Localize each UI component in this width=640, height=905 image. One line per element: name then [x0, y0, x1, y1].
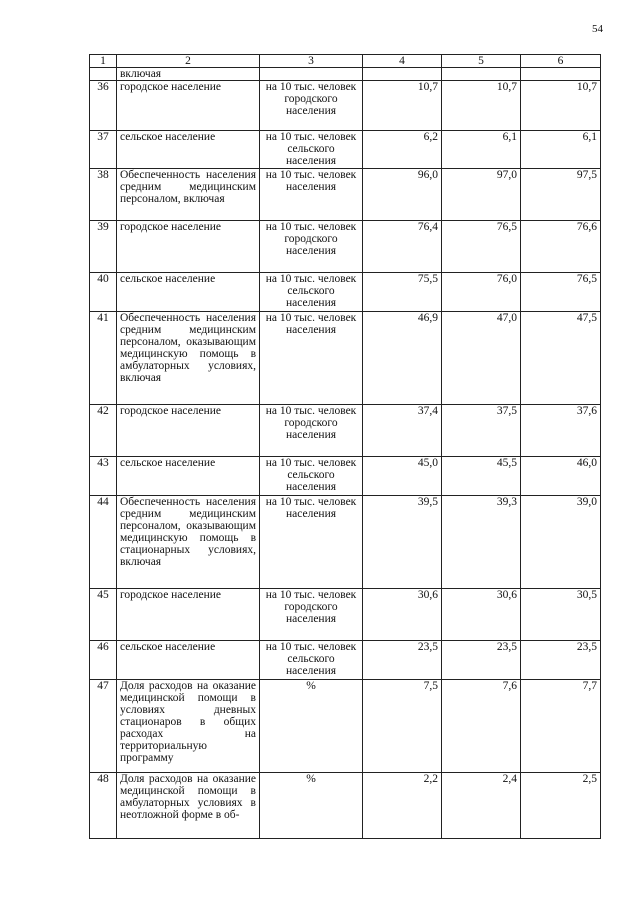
- indicator-name: сельское население: [117, 131, 260, 169]
- table-row: [90, 457, 601, 496]
- row-number: 36: [90, 81, 117, 131]
- value-year-2: 37,5: [442, 405, 521, 457]
- value-year-2: 10,7: [442, 81, 521, 131]
- indicator-name: включая: [117, 68, 260, 81]
- table-row: [90, 405, 601, 457]
- table-row: [90, 273, 601, 312]
- value-year-1: [363, 68, 442, 81]
- table-row: [90, 169, 601, 221]
- value-year-1: 23,5: [363, 641, 442, 680]
- value-year-1: 46,9: [363, 312, 442, 405]
- row-number: 40: [90, 273, 117, 312]
- row-number: 38: [90, 169, 117, 221]
- indicator-name: Обеспеченность населения средним медицинским персоналом, оказывающим медицинскую помощь в стационарных условиях, включая: [117, 496, 260, 589]
- unit: на 10 тыс. человек городского населения: [260, 221, 363, 273]
- page-number: 54: [592, 23, 603, 35]
- value-year-3: 47,5: [521, 312, 601, 405]
- value-year-2: 45,5: [442, 457, 521, 496]
- row-number: 43: [90, 457, 117, 496]
- value-year-3: 23,5: [521, 641, 601, 680]
- indicator-name: сельское население: [117, 457, 260, 496]
- indicator-name: городское население: [117, 589, 260, 641]
- row-number: 39: [90, 221, 117, 273]
- value-year-1: 10,7: [363, 81, 442, 131]
- value-year-2: 97,0: [442, 169, 521, 221]
- value-year-1: 45,0: [363, 457, 442, 496]
- value-year-3: [521, 68, 601, 81]
- indicator-name: городское население: [117, 405, 260, 457]
- row-number: 48: [90, 773, 117, 839]
- indicator-name: сельское население: [117, 273, 260, 312]
- row-number: 47: [90, 680, 117, 773]
- value-year-3: 30,5: [521, 589, 601, 641]
- unit: %: [260, 773, 363, 839]
- indicator-name: Обеспеченность населения средним медицинским персоналом, включая: [117, 169, 260, 221]
- row-number: 46: [90, 641, 117, 680]
- row-number: 44: [90, 496, 117, 589]
- table-row: [90, 773, 601, 839]
- indicator-name: Обеспеченность населения средним медицинским персоналом, оказывающим медицинскую помощь в амбулаторных условиях, включая: [117, 312, 260, 405]
- value-year-3: 76,6: [521, 221, 601, 273]
- value-year-1: 75,5: [363, 273, 442, 312]
- unit: на 10 тыс. человек сельского населения: [260, 131, 363, 169]
- value-year-1: 6,2: [363, 131, 442, 169]
- indicator-name: Доля расходов на оказание медицинской помощи в амбулаторных условиях в неотложной форме в об-: [117, 773, 260, 839]
- indicator-name: Доля расходов на оказание медицинской помощи в условиях дневных стационаров в общих расходах на территориальную программу: [117, 680, 260, 773]
- value-year-3: 97,5: [521, 169, 601, 221]
- unit: на 10 тыс. человек городского населения: [260, 81, 363, 131]
- table-row: [90, 680, 601, 773]
- table-row: [90, 131, 601, 169]
- value-year-3: 2,5: [521, 773, 601, 839]
- unit: на 10 тыс. человек сельского населения: [260, 641, 363, 680]
- row-number: 42: [90, 405, 117, 457]
- value-year-2: 23,5: [442, 641, 521, 680]
- value-year-1: 96,0: [363, 169, 442, 221]
- value-year-1: 39,5: [363, 496, 442, 589]
- table-row: [90, 641, 601, 680]
- unit: на 10 тыс. человек городского населения: [260, 405, 363, 457]
- value-year-3: 6,1: [521, 131, 601, 169]
- unit: на 10 тыс. человек населения: [260, 496, 363, 589]
- value-year-3: 7,7: [521, 680, 601, 773]
- value-year-2: 76,0: [442, 273, 521, 312]
- value-year-3: 39,0: [521, 496, 601, 589]
- indicators-table: [89, 54, 601, 839]
- value-year-2: 47,0: [442, 312, 521, 405]
- value-year-3: 10,7: [521, 81, 601, 131]
- value-year-1: 37,4: [363, 405, 442, 457]
- value-year-2: 6,1: [442, 131, 521, 169]
- value-year-2: 76,5: [442, 221, 521, 273]
- indicator-name: городское население: [117, 81, 260, 131]
- value-year-1: 7,5: [363, 680, 442, 773]
- unit: на 10 тыс. человек населения: [260, 169, 363, 221]
- column-header: 2: [117, 55, 260, 68]
- indicator-name: сельское население: [117, 641, 260, 680]
- value-year-1: 76,4: [363, 221, 442, 273]
- row-number: 37: [90, 131, 117, 169]
- column-header: 1: [90, 55, 117, 68]
- unit: на 10 тыс. человек сельского населения: [260, 273, 363, 312]
- table-row: [90, 496, 601, 589]
- value-year-2: [442, 68, 521, 81]
- value-year-2: 30,6: [442, 589, 521, 641]
- indicator-name: городское население: [117, 221, 260, 273]
- column-header: 4: [363, 55, 442, 68]
- table-row: [90, 312, 601, 405]
- row-number: 45: [90, 589, 117, 641]
- table-row: [90, 221, 601, 273]
- table-row: [90, 589, 601, 641]
- value-year-1: 30,6: [363, 589, 442, 641]
- unit: [260, 68, 363, 81]
- unit: на 10 тыс. человек сельского населения: [260, 457, 363, 496]
- unit: на 10 тыс. человек населения: [260, 312, 363, 405]
- value-year-3: 37,6: [521, 405, 601, 457]
- row-number: 41: [90, 312, 117, 405]
- value-year-1: 2,2: [363, 773, 442, 839]
- value-year-3: 46,0: [521, 457, 601, 496]
- column-header: 3: [260, 55, 363, 68]
- column-header: 5: [442, 55, 521, 68]
- column-header: 6: [521, 55, 601, 68]
- unit: %: [260, 680, 363, 773]
- value-year-2: 2,4: [442, 773, 521, 839]
- value-year-3: 76,5: [521, 273, 601, 312]
- value-year-2: 7,6: [442, 680, 521, 773]
- table-row: [90, 68, 601, 81]
- table-row: [90, 81, 601, 131]
- row-number: [90, 68, 117, 81]
- unit: на 10 тыс. человек городского населения: [260, 589, 363, 641]
- table-header-row: [90, 55, 601, 68]
- value-year-2: 39,3: [442, 496, 521, 589]
